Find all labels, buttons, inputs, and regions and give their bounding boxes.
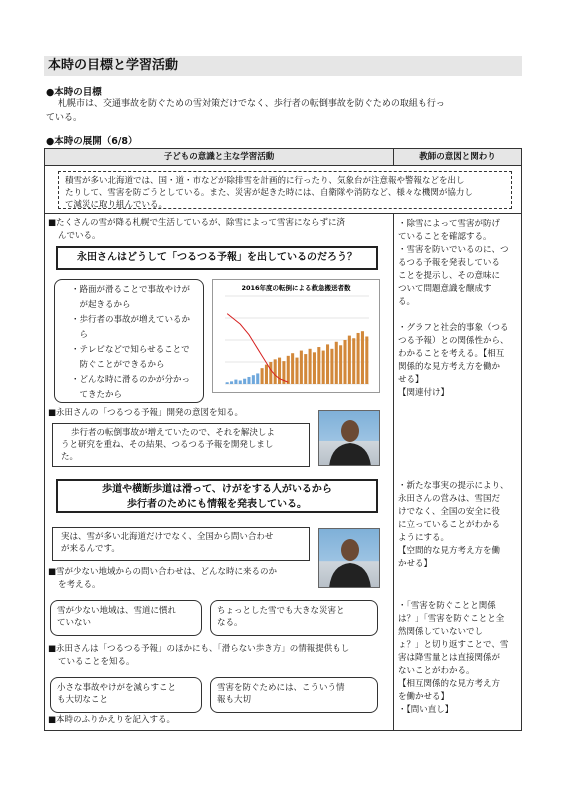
chart-bar <box>252 375 255 384</box>
chart-bar <box>226 382 229 384</box>
teacher-note-line: ・新たな事実の提示により、 <box>398 481 509 491</box>
answer-line: 雪害を防ぐためには、こういう情 <box>217 683 345 693</box>
chart-bar <box>265 365 268 384</box>
teacher-note-line: ついて問題意識を醸成す <box>398 284 492 294</box>
answer-line: も大切なこと <box>57 695 109 705</box>
teacher-note-line: 然関係していないでし <box>398 627 484 637</box>
answer-line: 小さな事故やけがを減らすこと <box>57 683 177 693</box>
teacher-note-line: ょ？」と切り返すことで、雪 <box>398 640 509 650</box>
page-title: 本時の目標と学習活動 <box>44 56 522 76</box>
quote1-line1: 歩行者の転倒事故が増えていたので、それを解決しよ <box>71 428 275 438</box>
chart-bar <box>335 342 338 384</box>
chart-bar <box>361 331 364 384</box>
quote2-line2: が来るんです。 <box>61 544 120 554</box>
chart-bar <box>239 380 242 384</box>
idea-line: ・どんな時に滑るのかが分かっ <box>71 375 191 385</box>
idea-line: が起きるから <box>71 300 131 310</box>
chart-bar <box>326 344 329 384</box>
quote1-line2: うと研究を重ね、その結果、つるつる予報を開発しまし <box>61 440 274 450</box>
teacher-note-line: 関係的な見方考え方を働か <box>398 362 501 372</box>
answer-line: なる。 <box>217 618 243 628</box>
activity4-line2: ていることを知る。 <box>58 657 135 667</box>
chart-bar <box>348 336 351 384</box>
chart-bar <box>278 358 281 384</box>
chart-bar <box>317 347 320 384</box>
teacher-note-line: ・雪害を防いでいるのに、つ <box>398 245 509 255</box>
chart-bar <box>230 381 233 384</box>
idea-line: ら <box>71 330 89 340</box>
teacher-note-line: 害は降雪量とは直接関係が <box>398 653 501 663</box>
answer-line: 報も大切 <box>217 695 252 705</box>
transport-chart <box>212 279 380 393</box>
chart-bar <box>352 338 355 384</box>
answer-line: ちょっとした雪でも大きな災害と <box>217 606 345 616</box>
idea-line: ・テレビなどで知らせることで <box>71 345 190 355</box>
table-border-right <box>521 165 522 730</box>
teacher-note-line: ・グラフと社会的事象（つる <box>398 323 509 333</box>
teacher-note-line: ようにする。 <box>398 533 450 543</box>
person-icon <box>319 529 380 588</box>
chart-bar <box>291 353 294 384</box>
chart-bar <box>313 352 316 384</box>
teacher-note-line: けでなく、全国の安全に役 <box>398 507 500 517</box>
teacher-notes-4 <box>398 600 520 717</box>
goal-text-line2: ている。 <box>46 113 83 123</box>
nagata-photo-1 <box>318 410 380 466</box>
teacher-note-line: せる】 <box>398 375 424 385</box>
intro-line3: て減災に取り組んでいる。 <box>65 200 168 210</box>
teacher-notes-2 <box>398 322 520 400</box>
teacher-notes-1 <box>398 218 520 309</box>
quote-bubble-2 <box>52 527 310 561</box>
teacher-note-line: る。 <box>398 297 416 307</box>
activity1-line2: んでいる。 <box>58 231 101 241</box>
goal-text-line1: 札幌市は、交通事故を防ぐための雪対策だけでなく、歩行者の転倒事故を防ぐための取組も行っ <box>58 99 445 109</box>
teacher-note-line: 永田さんの営みは、雪国だ <box>398 494 501 504</box>
chart-svg <box>213 280 379 392</box>
chart-bar <box>295 358 298 384</box>
activity1-line1: ■たくさんの雪が降る札幌で生活しているが、除雪によって雪害にならずに済 <box>48 218 346 228</box>
chart-bar <box>261 368 264 384</box>
teacher-note-line: わかることを考える。【相互 <box>398 349 505 359</box>
chart-bar <box>287 356 290 384</box>
teacher-note-line: 【相互関係的な見方考え方 <box>398 679 501 689</box>
activity5: ■本時のふりかえりを記入する。 <box>48 715 176 725</box>
nagata-photo-2 <box>318 528 380 588</box>
column-header-teacher: 教師の意図と関わり <box>393 148 522 166</box>
teacher-note-line: は？」「雪害を防ぐことと全 <box>398 614 505 624</box>
answer-box <box>210 677 378 713</box>
chart-bar <box>243 379 246 384</box>
answer-box <box>50 677 202 713</box>
activity3-line1: ■雪が少ない地域からの問い合わせは、どんな時に来るのか <box>48 567 278 577</box>
answer-line: ていない <box>57 618 92 628</box>
chart-bar <box>247 377 250 384</box>
answer-box <box>210 600 378 636</box>
chart-bar <box>274 359 277 384</box>
activity4-line1: ■永田さんは「つるつる予報」のほかにも、「滑らない歩き方」の情報提供もし <box>48 644 350 654</box>
teacher-note-line: に立っていることがわかる <box>398 520 501 530</box>
ideas-box <box>54 279 204 403</box>
development-heading: ●本時の展開（6/8） <box>46 136 138 147</box>
chart-bar <box>256 373 259 384</box>
table-border-bottom <box>44 730 522 731</box>
activity2: ■永田さんの「つるつる予報」開発の意図を知る。 <box>48 408 243 418</box>
teacher-note-line: ないことがわかる。 <box>398 666 475 676</box>
chart-bar <box>339 345 342 384</box>
chart-bar <box>300 351 303 384</box>
answer-box <box>50 600 202 636</box>
teacher-note-line: かせる】 <box>398 559 433 569</box>
quote2-line1: 実は、雪が多い北海道だけでなく、全国から問い合わせ <box>61 532 274 542</box>
answer-line: 雪が少ない地域は、雪道に慣れ <box>57 606 177 616</box>
idea-line: ・路面が滑ることで事故やけが <box>71 285 191 295</box>
teacher-note-line: つる予報）との関係性から、 <box>398 336 509 346</box>
fact-box <box>56 479 378 513</box>
teacher-note-line: ことを提示し、その意味に <box>398 271 501 281</box>
chart-bar <box>365 336 368 384</box>
chart-bar <box>304 354 307 384</box>
idea-line: 防ぐことができるから <box>71 360 165 370</box>
column-header-activities: 子どもの意識と主な学習活動 <box>44 148 394 166</box>
teacher-note-line: 【関連付け】 <box>398 388 450 398</box>
person-icon <box>319 411 380 466</box>
intro-line1: 積雪が多い北海道では、国・道・市などが除排雪を計画的に行ったり、気象台が注意報や警報などを出し <box>65 176 465 186</box>
fact-line1: 歩道や横断歩道は滑って、けがをする人がいるから <box>102 484 332 495</box>
teacher-note-line: ・「雪害を防ぐことと関係 <box>398 601 496 611</box>
teacher-note-line: ていることを確認する。 <box>398 232 492 242</box>
teacher-note-line: るつる予報を発表している <box>398 258 500 268</box>
intro-box <box>58 171 512 209</box>
teacher-notes-3 <box>398 480 520 571</box>
chart-bar <box>357 333 360 384</box>
teacher-note-line: ・【問い直し】 <box>398 705 454 715</box>
table-column-divider <box>393 213 394 730</box>
idea-line: ・歩行者の事故が増えているか <box>71 315 191 325</box>
intro-line2: たりして、雪害を防ごうとしている。また、災害が起きた時には、自衛隊や消防など、様々な機関が協力し <box>65 188 473 198</box>
chart-bar <box>330 349 333 384</box>
quote1-line3: た。 <box>61 452 79 462</box>
chart-bar <box>269 362 272 384</box>
chart-bar <box>322 351 325 384</box>
table-border-left <box>44 165 45 730</box>
chart-bar <box>234 380 237 384</box>
teacher-note-line: を働かせる】 <box>398 692 450 702</box>
table-row-divider <box>44 213 522 214</box>
activity3-line2: を考える。 <box>58 580 101 590</box>
chart-bar <box>309 349 312 384</box>
quote-bubble-1 <box>52 423 310 467</box>
teacher-note-line: ・除雪によって雪害が防げ <box>398 219 501 229</box>
idea-line: てきたから <box>71 390 123 400</box>
chart-title: 2016年度の転倒による救急搬送者数 <box>241 284 351 292</box>
fact-line2: 歩行者のためにも情報を発表している。 <box>127 499 307 510</box>
question-box: 永田さんはどうして「つるつる予報」を出しているのだろう？ <box>56 246 378 270</box>
goal-heading: ●本時の目標 <box>46 87 102 98</box>
chart-bar <box>343 340 346 384</box>
teacher-note-line: 【空間的な見方考え方を働 <box>398 546 501 556</box>
